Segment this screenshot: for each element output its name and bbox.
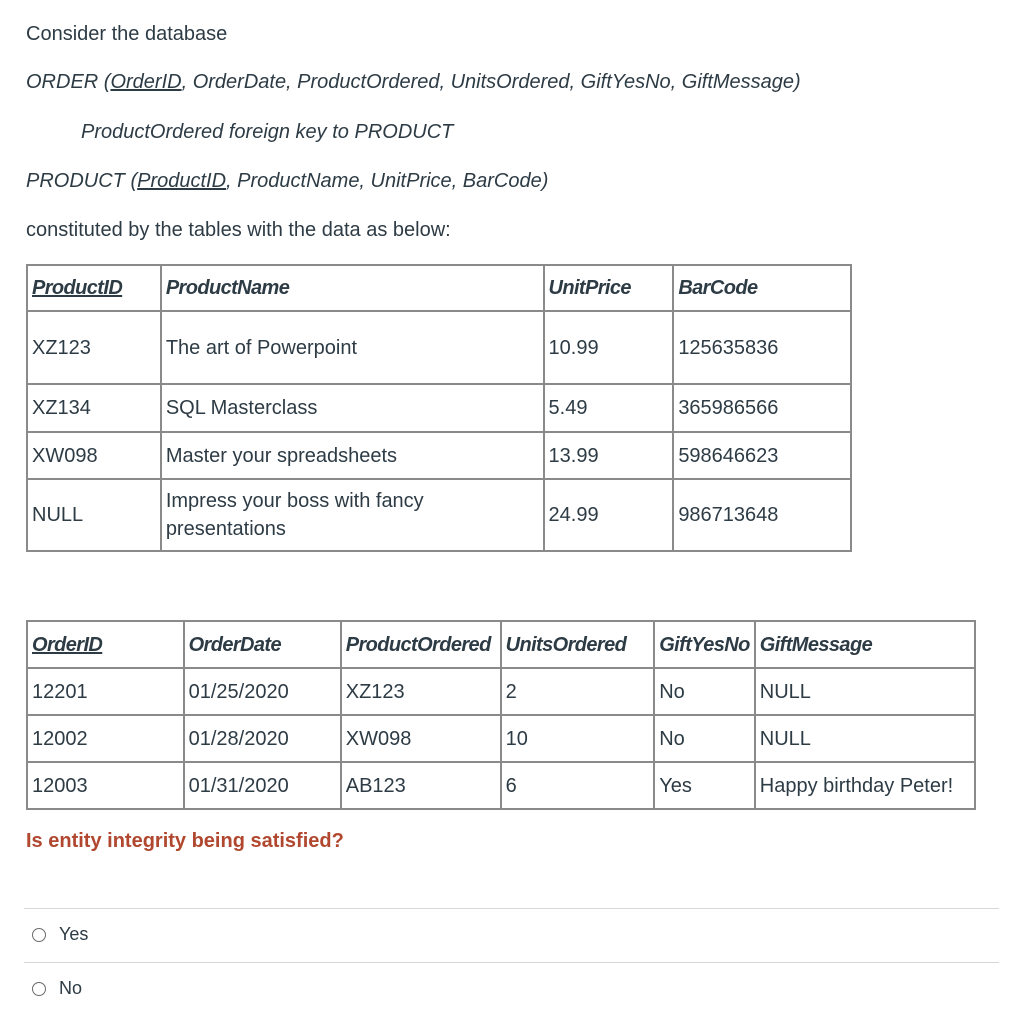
foreign-key-note: ProductOrdered foreign key to PRODUCT <box>81 121 454 143</box>
intro-text: Consider the database <box>26 23 228 45</box>
product-cell: The art of Powerpoint <box>161 311 544 384</box>
answer-divider <box>24 962 999 963</box>
table-row <box>27 668 975 715</box>
radio-button-no[interactable] <box>32 982 46 996</box>
product-cell: XW098 <box>27 432 161 479</box>
table-row <box>27 479 851 551</box>
table-row <box>27 311 851 384</box>
product-cell: 125635836 <box>673 311 851 384</box>
order-cell: 2 <box>501 668 655 715</box>
product-cell: 598646623 <box>673 432 851 479</box>
order-cell: XW098 <box>341 715 501 762</box>
product-table <box>26 264 852 552</box>
product-cell: Master your spreadsheets <box>161 432 544 479</box>
order-cell: NULL <box>755 668 975 715</box>
order-col-orderdate: OrderDate <box>184 621 341 668</box>
order-header-row <box>27 621 975 668</box>
order-cell: 01/31/2020 <box>184 762 341 809</box>
tables-intro-text: constituted by the tables with the data as below: <box>26 219 451 241</box>
order-cell: 12002 <box>27 715 184 762</box>
answer-label-yes: Yes <box>59 924 89 944</box>
order-cell: XZ123 <box>341 668 501 715</box>
order-col-unitsordered: UnitsOrdered <box>501 621 655 668</box>
product-schema-name: PRODUCT ( <box>26 170 138 192</box>
product-cell: 10.99 <box>544 311 674 384</box>
order-col-giftmessage: GiftMessage <box>755 621 975 668</box>
product-col-productname: ProductName <box>161 265 544 311</box>
order-cell: 01/28/2020 <box>184 715 341 762</box>
answer-option-no[interactable] <box>32 978 82 999</box>
order-col-productordered: ProductOrdered <box>341 621 501 668</box>
table-row <box>27 715 975 762</box>
order-schema-key: OrderID <box>110 71 182 93</box>
product-schema <box>26 169 548 193</box>
order-col-orderid: OrderID <box>27 621 184 668</box>
product-cell: XZ134 <box>27 384 161 432</box>
product-cell: 13.99 <box>544 432 674 479</box>
answer-divider <box>24 908 999 909</box>
answer-option-yes[interactable] <box>32 924 88 945</box>
table-row <box>27 762 975 809</box>
order-cell: AB123 <box>341 762 501 809</box>
product-schema-key: ProductID <box>137 170 227 192</box>
order-cell: No <box>654 715 755 762</box>
order-cell: 12201 <box>27 668 184 715</box>
order-schema-name: ORDER ( <box>26 71 111 93</box>
order-cell: Yes <box>654 762 755 809</box>
order-cell: Happy birthday Peter! <box>755 762 975 809</box>
order-schema <box>26 70 801 94</box>
answer-label-no: No <box>59 978 83 998</box>
order-col-giftyesno: GiftYesNo <box>654 621 755 668</box>
order-table <box>26 620 976 810</box>
order-cell: NULL <box>755 715 975 762</box>
radio-button-yes[interactable] <box>32 928 46 942</box>
order-schema-rest: , OrderDate, ProductOrdered, UnitsOrdered, GiftYesNo, GiftMessage) <box>181 71 801 93</box>
product-col-unitprice: UnitPrice <box>544 265 674 311</box>
product-cell: 986713648 <box>673 479 851 551</box>
product-cell: XZ123 <box>27 311 161 384</box>
product-cell: 24.99 <box>544 479 674 551</box>
order-cell: 01/25/2020 <box>184 668 341 715</box>
product-col-barcode: BarCode <box>673 265 851 311</box>
order-cell: No <box>654 668 755 715</box>
table-row <box>27 432 851 479</box>
order-cell: 6 <box>501 762 655 809</box>
order-cell: 10 <box>501 715 655 762</box>
table-row <box>27 384 851 432</box>
order-cell: 12003 <box>27 762 184 809</box>
product-cell: NULL <box>27 479 161 551</box>
product-cell: Impress your boss with fancy presentations <box>161 479 544 551</box>
question-text: Is entity integrity being satisfied? <box>26 830 344 852</box>
product-schema-rest: , ProductName, UnitPrice, BarCode) <box>226 170 549 192</box>
product-cell: SQL Masterclass <box>161 384 544 432</box>
product-cell: 365986566 <box>673 384 851 432</box>
product-cell: 5.49 <box>544 384 674 432</box>
product-header-row <box>27 265 851 311</box>
product-col-productid: ProductID <box>27 265 161 311</box>
